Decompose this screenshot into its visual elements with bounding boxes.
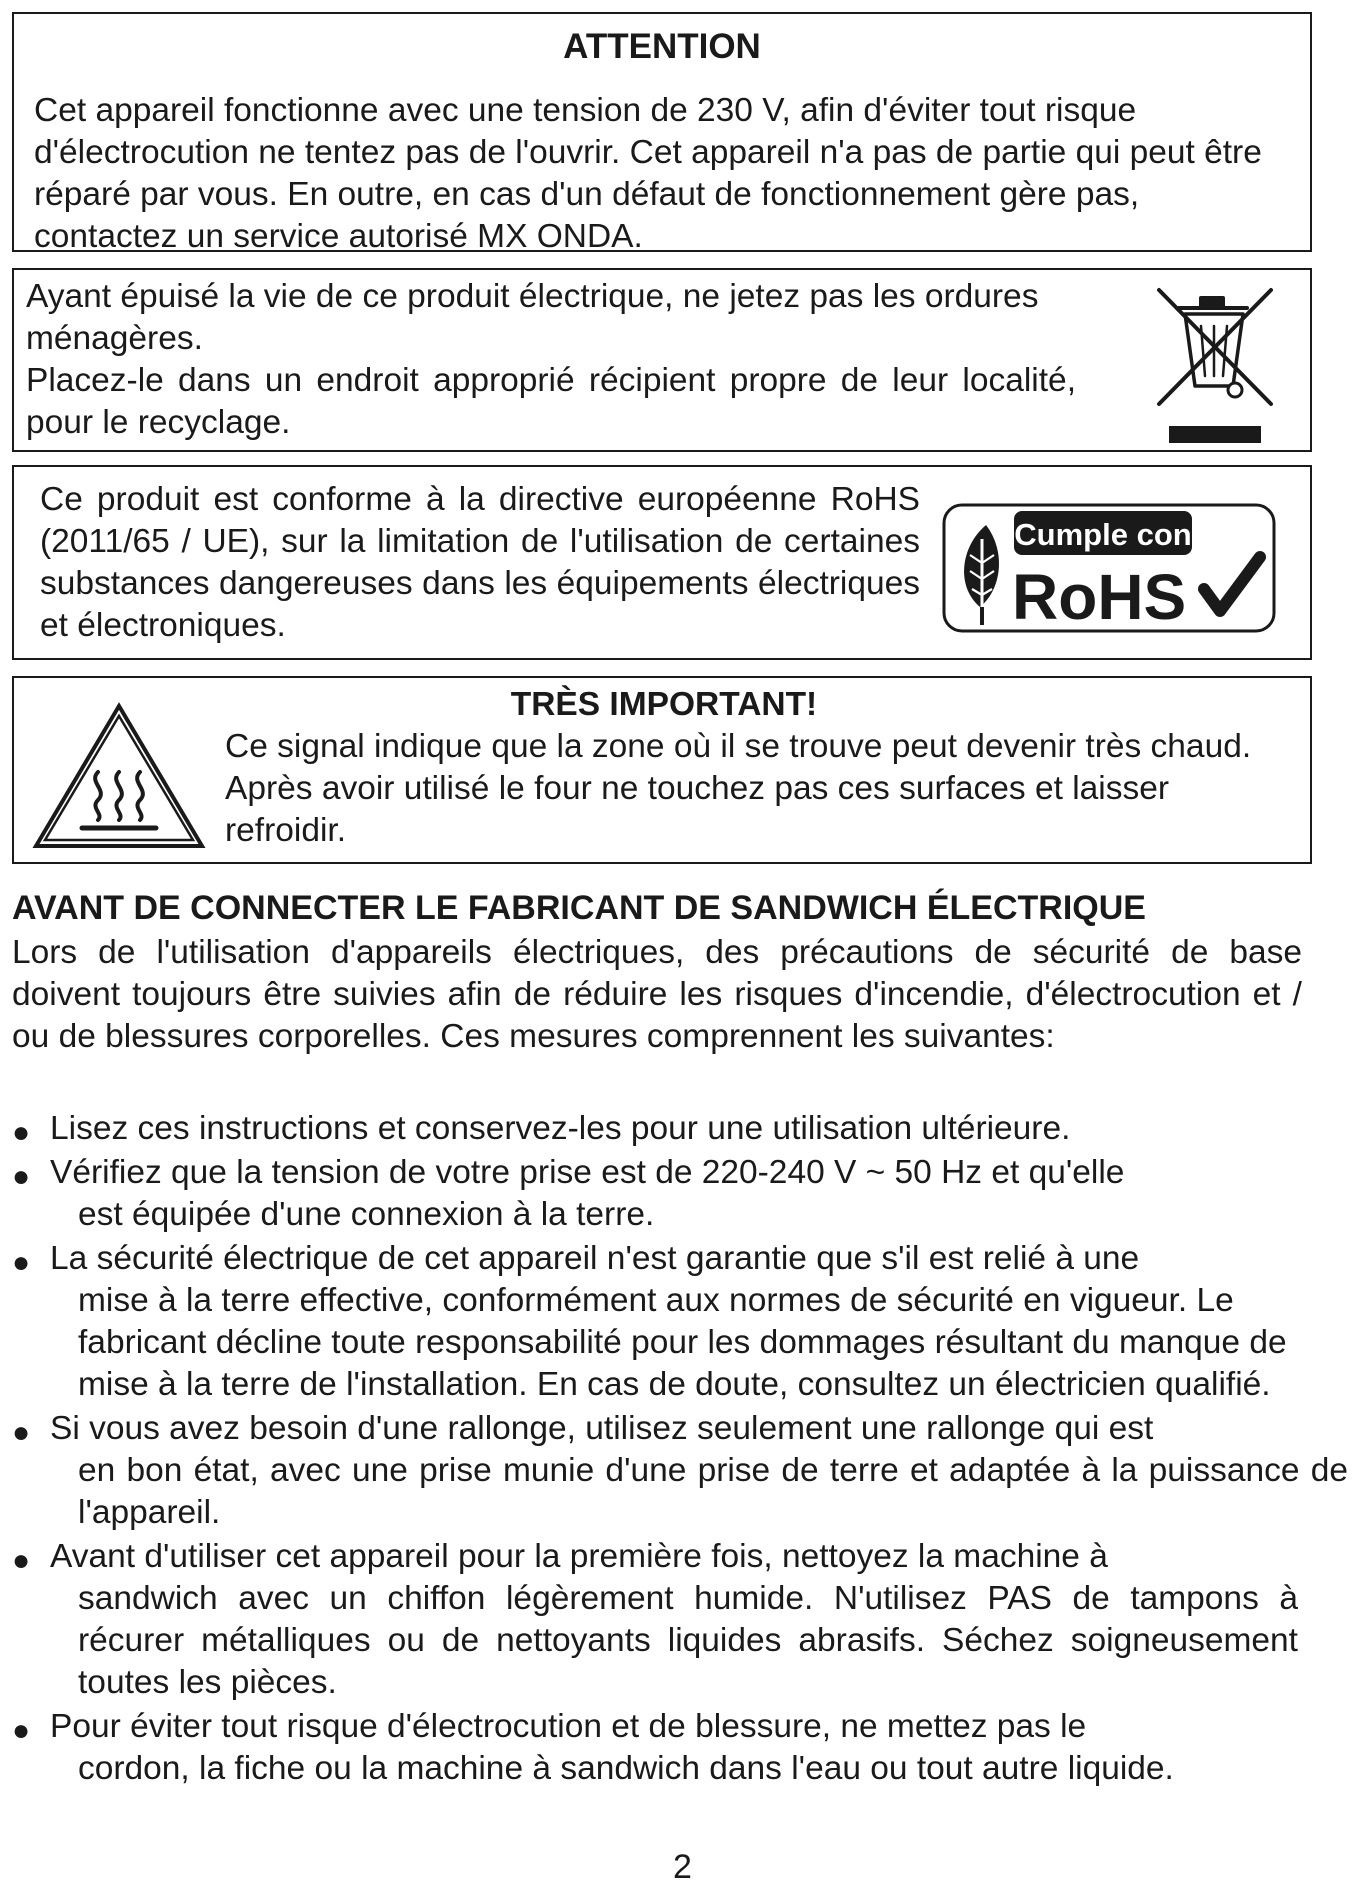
rohs-box [12,465,1312,660]
attention-box [12,12,1312,255]
list-item: ● Pour éviter tout risque d'électrocution et de blessure, ne mettez pas le cordon, la fiche ou la machine à sandwich dans l'eau ou tout autre liquide. [12,1708,1174,1787]
bullet-icon: ● [12,1416,31,1449]
recycling-text-1: Ayant épuisé la vie de ce produit électrique, ne jetez pas les ordures ménagères. [26,278,1039,357]
recycling-text-2: Placez-le dans un endroit approprié récipient propre de leur localité, pour le recyclage. [26,362,1076,441]
rohs-badge-top: Cumple con [1014,517,1192,552]
bullet-icon: ● [12,1714,31,1747]
section-intro: Lors de l'utilisation d'appareils électriques, des précautions de sécurité de base doivent toujours être suivies afin de réduire les risques d'incendie, d'électrocution et / ou de blessures corporelles. Ces mesures comprennent les suivantes: [12,934,1302,1055]
bullet-icon: ● [12,1246,31,1279]
attention-title: ATTENTION [563,27,761,66]
bullet-icon: ● [12,1160,31,1193]
rohs-badge [942,503,1276,633]
section-heading: AVANT DE CONNECTER LE FABRICANT DE SANDWICH ÉLECTRIQUE [12,889,1146,927]
bullet-icon: ● [12,1116,31,1149]
bullet-icon: ● [12,1544,31,1577]
list-item: ● Si vous avez besoin d'une rallonge, utilisez seulement une rallonge qui est en bon état, avec une prise munie d'une prise de terre et adaptée à la puissance de l'appareil. [12,1410,1348,1531]
recycling-text [26,276,1076,444]
page-number: 2 [673,1848,692,1886]
list-item: ● Avant d'utiliser cet appareil pour la première fois, nettoyez la machine à sandwich avec un chiffon légèrement humide. N'utilisez PAS de tampons à récurer métalliques ou de nettoyants liquides abrasifs. Séchez soigneusement toutes les pièces. [12,1538,1298,1701]
list-item: ● Lisez ces instructions et conservez-les pour une utilisation ultérieure. [12,1110,1071,1149]
attention-text: Cet appareil fonctionne avec une tension de 230 V, afin d'éviter tout risque d'électrocution ne tentez pas de l'ouvrir. Cet appareil n'a pas de partie qui peut être réparé par vous. En outre, en cas d'un défaut de fonctionnement gère pas, contactez un service autorisé MX ONDA. [34,92,1262,255]
list-item: ● La sécurité électrique de cet appareil n'est garantie que s'il est relié à une mise à la terre effective, conformément aux normes de sécurité en vigueur. Le fabricant décline toute responsabilité pour les dommages résultant du manque de mise à la terre de l'installation. En cas de doute, consultez un électricien qualifié. [12,1240,1287,1403]
recycling-box [12,268,1312,452]
safety-list [0,1108,1365,1790]
hot-warning-title: TRÈS IMPORTANT! [510,686,818,723]
hot-surface-warning-icon [30,700,208,852]
hot-warning-text: Ce signal indique que la zone où il se trouve peut devenir très chaud. Après avoir utilisé le four ne touchez pas ces surfaces et laisser refroidir. [225,728,1252,849]
hot-surface-box [12,676,1312,864]
rohs-text: Ce produit est conforme à la directive européenne RoHS (2011/65 / UE), sur la limitation de l'utilisation de certaines substances dangereuses dans les équipements électriques et électroniques. [40,481,920,644]
crossed-out-wheelie-bin-icon [1149,278,1279,443]
rohs-badge-main: RoHS [1012,561,1187,633]
list-item: ● Vérifiez que la tension de votre prise est de 220-240 V ~ 50 Hz et qu'elle est équipée d'une connexion à la terre. [12,1154,1125,1233]
